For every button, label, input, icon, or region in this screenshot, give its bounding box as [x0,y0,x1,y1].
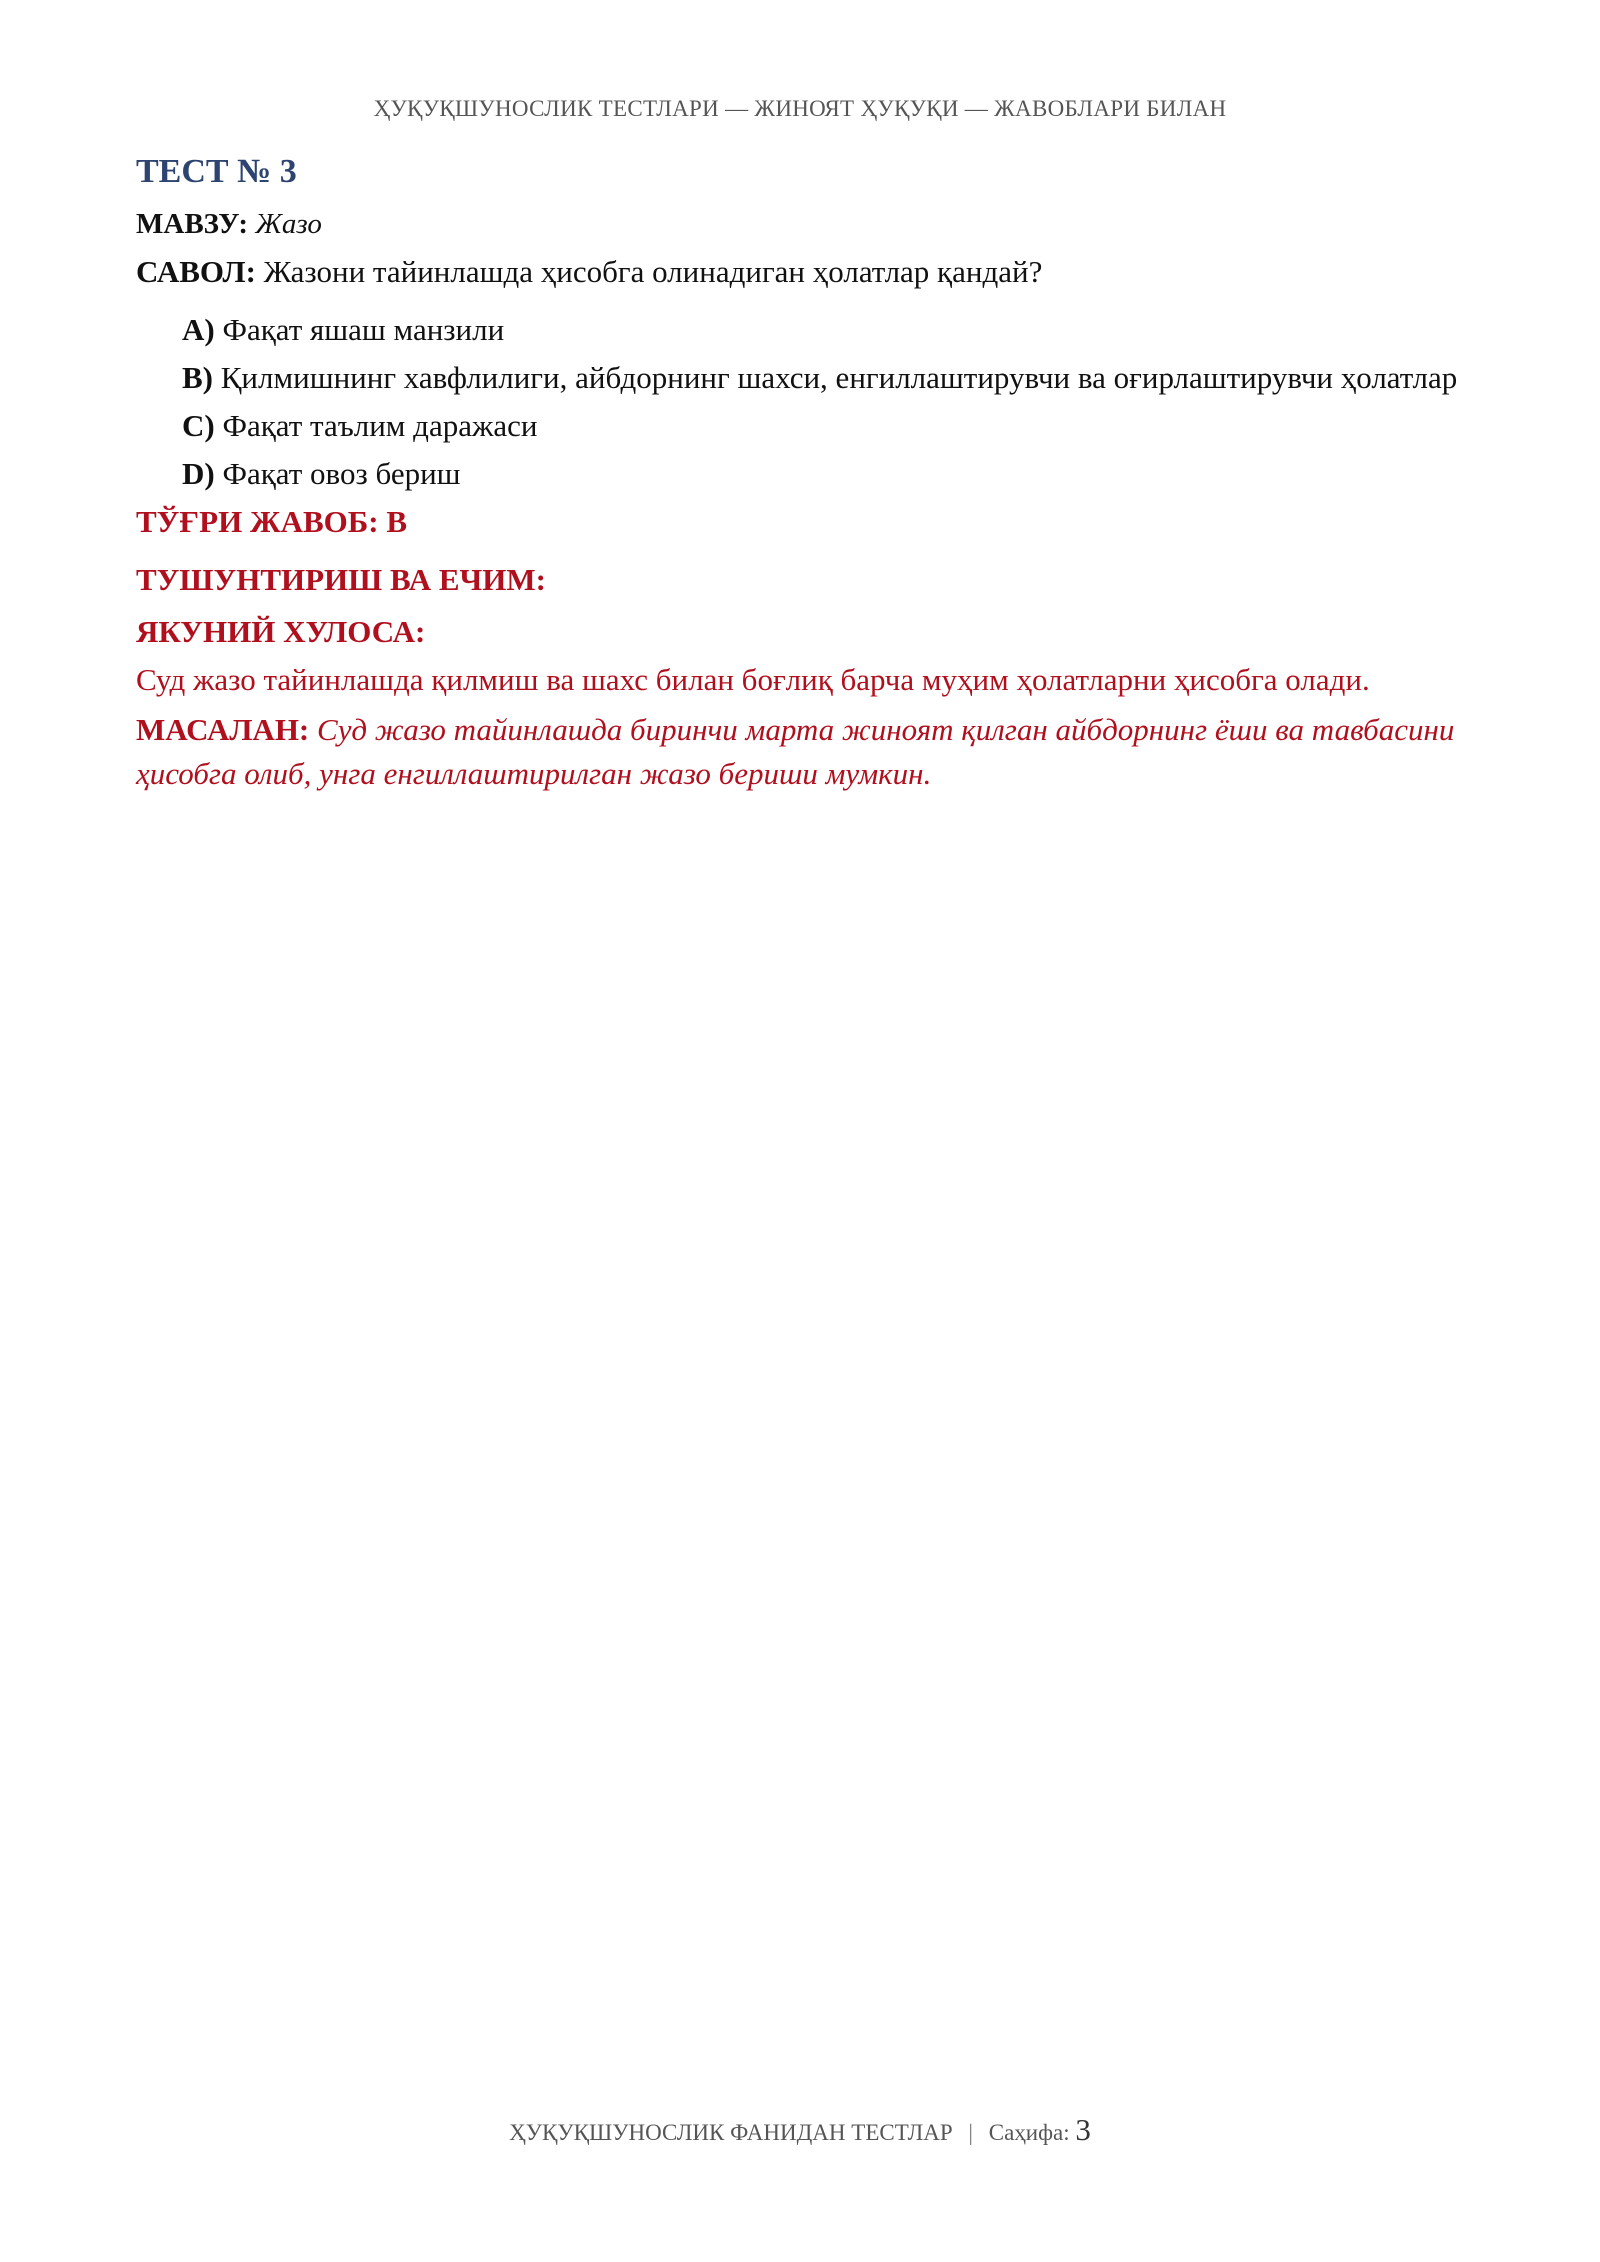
conclusion-title: ЯКУНИЙ ХУЛОСА: [136,614,426,649]
option-text: Фақат яшаш манзили [222,312,505,347]
question-label: САВОЛ: [136,254,256,289]
footer-title: ҲУҚУҚШУНОСЛИК ФАНИДАН ТЕСТЛАР [509,2120,953,2145]
running-header [0,96,1600,122]
example-label: МАСАЛАН: [136,712,310,747]
option-text: Фақат таълим даражаси [222,408,538,443]
running-header-text: ҲУҚУҚШУНОСЛИК ТЕСТЛАРИ — ЖИНОЯТ ҲУҚУҚИ — ЖАВОБЛАРИ БИЛАН [373,96,1227,121]
option-b [182,356,1466,400]
example-text: Суд жазо тайинлашда биринчи марта жиноят қилган айбдорнинг ёши ва тавбасини ҳисобга олиб, унга енгиллаштирилган жазо бериши мумкин. [136,712,1455,791]
option-letter: A) [182,312,215,347]
option-c [182,404,1466,448]
topic-value: Жазо [255,208,322,240]
correct-answer: ТЎҒРИ ЖАВОБ: B [136,504,408,539]
option-letter: B) [182,360,213,395]
question-line [136,250,1466,294]
explanation-title: ТУШУНТИРИШ ВА ЕЧИМ: [136,562,546,597]
option-text: Қилмишнинг хавфлилиги, айбдорнинг шахси, енгиллаштирувчи ва оғирлаштирувчи ҳолатлар [220,360,1458,395]
page-footer [0,2112,1600,2148]
page-number: 3 [1075,2112,1091,2147]
option-letter: D) [182,456,215,491]
test-title: ТЕСТ № 3 [136,153,297,190]
topic-line [136,204,1466,244]
topic-label: МАВЗУ: [136,208,249,240]
example-paragraph [136,708,1466,796]
option-d [182,452,1466,496]
page-label: Саҳифа: [988,2120,1070,2145]
test-content [136,150,1466,796]
option-a [182,308,1466,352]
question-text: Жазони тайинлашда ҳисобга олинадиган ҳолатлар қандай? [263,254,1043,289]
option-text: Фақат овоз бериш [222,456,461,491]
option-letter: C) [182,408,215,443]
answer-options [182,308,1466,496]
footer-separator: | [968,2120,973,2145]
conclusion-text: Суд жазо тайинлашда қилмиш ва шахс билан боғлиқ барча муҳим ҳолатларни ҳисобга олади. [136,662,1370,697]
